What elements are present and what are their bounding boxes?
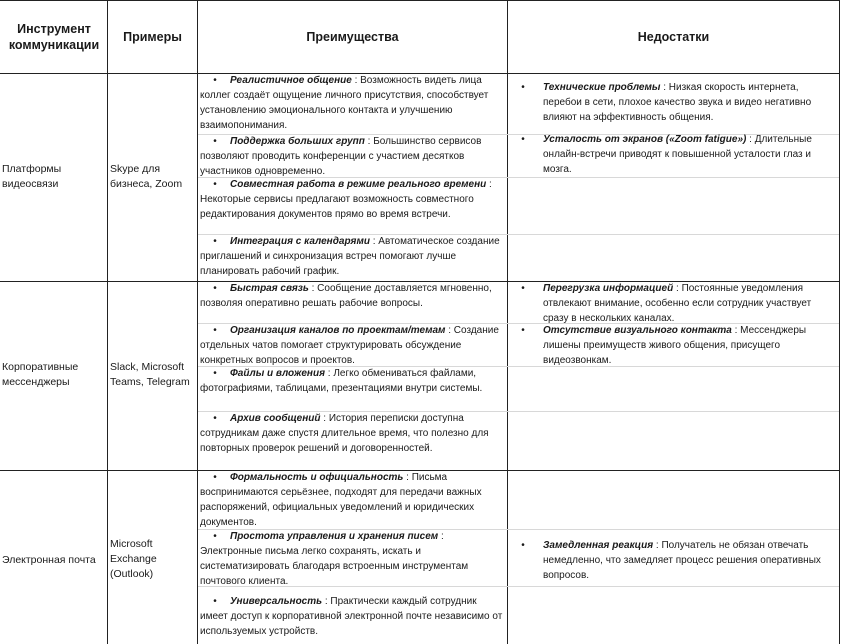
advantage-item: • Формальность и официальность : Письма воспринимаются серьёзнее, подходят для передачи важных распоряжений, официальных уведомлений и юридических документов. bbox=[200, 472, 482, 528]
drawback-text: Длительные онлайн-встречи приводят к повышенной усталости глаз и мозга. bbox=[543, 134, 812, 175]
sub-divider bbox=[198, 586, 839, 587]
header-examples: Примеры bbox=[123, 29, 182, 44]
drawback-title: Отсутствие визуального контакта bbox=[543, 325, 732, 336]
drawback-item: • Отсутствие визуального контакта : Мессенджеры лишены преимуществ живого общения, присущего видеозвонкам. bbox=[521, 325, 807, 366]
row-examples-label: Skype для бизнеса, Zoom bbox=[110, 163, 183, 190]
drawback-item: • Технические проблемы : Низкая скорость интернета, перебои в сети, плохое качество звука и видео негативно влияют на эффективность общения. bbox=[521, 82, 812, 123]
drawback-item: • Перегрузка информацией : Постоянные уведомления отвлекают внимание, особенно если сотрудник участвует сразу в нескольких каналах. bbox=[521, 283, 812, 324]
drawback-item: • Замедленная реакция : Получатель не обязан отвечать немедленно, что замедляет процесс решения оперативных вопросов. bbox=[521, 540, 821, 581]
advantage-item: • Реалистичное общение : Возможность видеть лица коллег создаёт ощущение личного присутствия, способствует установлению эмоционального контакта и улучшению взаимопонимания. bbox=[200, 75, 489, 131]
drawback-text: Постоянные уведомления отвлекают внимание, особенно если сотрудник участвует сразу в нескольких каналах. bbox=[543, 283, 812, 324]
drawback-title: Усталость от экранов («Zoom fatigue») bbox=[543, 134, 747, 145]
advantage-title: Быстрая связь bbox=[230, 283, 309, 294]
row-examples-label: Microsoft Exchange (Outlook) bbox=[110, 538, 157, 580]
advantage-title: Простота управления и хранения писем bbox=[230, 531, 439, 542]
column-divider bbox=[107, 0, 108, 644]
advantage-item: • Совместная работа в режиме реального времени : Некоторые сервисы предлагают возможность совместного редактирования документов прямо во время встречи. bbox=[200, 179, 492, 220]
advantage-text: Письма воспринимаются серьёзнее, подходят для передачи важных распоряжений, официальных уведомлений и юридических документов. bbox=[200, 472, 482, 528]
advantage-text: Автоматическое создание приглашений и синхронизация встреч помогают лучше планировать рабочий график. bbox=[200, 236, 500, 277]
advantage-title: Реалистичное общение bbox=[230, 75, 352, 86]
drawback-text: Низкая скорость интернета, перебои в сети, плохое качество звука и видео негативно влияют на эффективность общения. bbox=[543, 82, 812, 123]
advantage-title: Интеграция с календарями bbox=[230, 236, 370, 247]
advantage-text: Большинство сервисов позволяют проводить конференции с участием десятков участников одновременно. bbox=[200, 136, 482, 177]
advantage-title: Архив сообщений bbox=[230, 413, 321, 424]
advantage-text: Возможность видеть лица коллег создаёт ощущение личного присутствия, способствует установлению эмоционального контакта и улучшению взаимопонимания. bbox=[200, 75, 489, 131]
row-tool-label: Платформы видеосвязи bbox=[2, 163, 62, 190]
header-tool: Инструмент коммуникации bbox=[8, 21, 100, 52]
advantage-item: • Файлы и вложения : Легко обмениваться файлами, фотографиями, таблицами, презентациями внутри системы. bbox=[200, 368, 483, 394]
advantage-text: Легко обмениваться файлами, фотографиями, таблицами, презентациями внутри системы. bbox=[200, 368, 483, 394]
drawback-text: Мессенджеры лишены преимуществ живого общения, присущего видеозвонкам. bbox=[543, 325, 807, 366]
advantage-item: • Организация каналов по проектам/темам : Создание отдельных чатов помогает структурировать обсуждение конкретных вопросов и проектов. bbox=[200, 325, 499, 366]
advantage-title: Универсальность bbox=[230, 596, 323, 607]
advantage-text: Создание отдельных чатов помогает структурировать обсуждение конкретных вопросов и проектов. bbox=[200, 325, 499, 366]
drawback-title: Перегрузка информацией bbox=[543, 283, 674, 294]
advantage-title: Совместная работа в режиме реального времени bbox=[230, 179, 487, 190]
advantage-text: Электронные письма легко сохранять, искать и систематизировать благодаря встроенным инструментам почтового клиента. bbox=[200, 546, 469, 587]
advantage-title: Организация каналов по проектам/темам bbox=[230, 325, 446, 336]
advantage-text: Практически каждый сотрудник имеет доступ к корпоративной электронной почте независимо от используемых устройств. bbox=[200, 596, 503, 637]
advantage-item: • Поддержка больших групп : Большинство сервисов позволяют проводить конференции с участием десятков участников одновременно. bbox=[200, 136, 482, 177]
advantage-item: • Быстрая связь : Сообщение доставляется мгновенно, позволяя оперативно решать рабочие вопросы. bbox=[200, 283, 492, 309]
advantage-text: Некоторые сервисы предлагают возможность совместного редактирования документов прямо во время встречи. bbox=[200, 194, 474, 220]
row-tool-label: Электронная почта bbox=[2, 553, 96, 566]
drawback-text: Получатель не обязан отвечать немедленно, что замедляет процесс решения оперативных вопросов. bbox=[543, 540, 821, 581]
advantage-title: Формальность и официальность bbox=[230, 472, 404, 483]
drawback-item: • Усталость от экранов («Zoom fatigue») : Длительные онлайн-встречи приводят к повышенной усталости глаз и мозга. bbox=[521, 134, 812, 175]
advantage-text: Сообщение доставляется мгновенно, позволяя оперативно решать рабочие вопросы. bbox=[200, 283, 492, 309]
header-drawbacks: Недостатки bbox=[637, 29, 710, 44]
header-advantages: Преимущества bbox=[306, 29, 399, 44]
drawback-title: Замедленная реакция bbox=[543, 540, 654, 551]
advantage-item: • Простота управления и хранения писем : Электронные письма легко сохранять, искать и систематизировать благодаря встроенным инструментам почтового клиента. bbox=[200, 531, 469, 587]
column-divider bbox=[839, 0, 840, 644]
advantage-item: • Архив сообщений : История переписки доступна сотрудникам даже спустя длительное время, что полезно для повторных проверок решений и договоренностей. bbox=[200, 413, 489, 454]
advantage-title: Поддержка больших групп bbox=[230, 136, 365, 147]
advantage-item: • Интеграция с календарями : Автоматическое создание приглашений и синхронизация встреч помогают лучше планировать рабочий график. bbox=[200, 236, 500, 277]
advantage-item: • Универсальность : Практически каждый сотрудник имеет доступ к корпоративной электронной почте независимо от используемых устройств. bbox=[200, 596, 503, 637]
row-examples-label: Slack, Microsoft Teams, Telegram bbox=[110, 361, 190, 388]
advantage-title: Файлы и вложения bbox=[230, 368, 325, 379]
drawback-title: Технические проблемы bbox=[543, 82, 661, 93]
advantage-text: История переписки доступна сотрудникам даже спустя длительное время, что полезно для повторных проверок решений и договоренностей. bbox=[200, 413, 489, 454]
row-tool-label: Корпоративные мессенджеры bbox=[2, 361, 79, 388]
